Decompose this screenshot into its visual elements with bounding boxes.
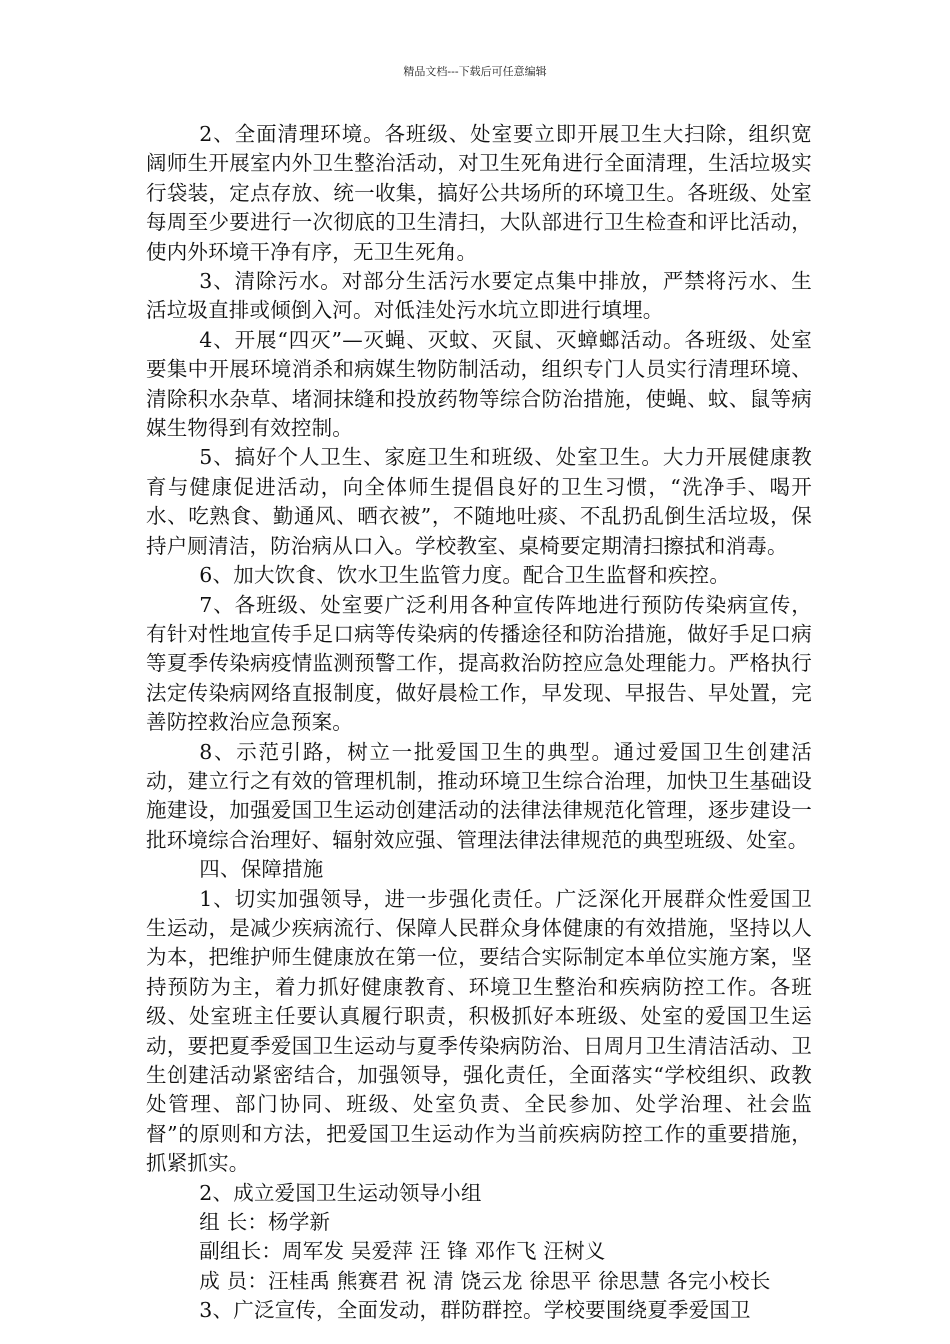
section-heading-safeguards: 四、保障措施 xyxy=(199,857,324,882)
paragraph-demonstration: 8、示范引路，树立一批爱国卫生的典型。通过爱国卫生创建活动，建立行之有效的管理机制，推动环境卫生综合治理，加快卫生基础设施建设，加强爱国卫生运动创建活动的法律法律规范化管理，逐步建设一批环境综合治理好、辐射效应强、管理法律法律规范的典型班级、处室。 xyxy=(146,739,812,852)
paragraph-food-water: 6、加大饮食、饮水卫生监管力度。配合卫生监督和疾控。 xyxy=(199,563,731,588)
paragraph-leadership: 1、切实加强领导，进一步强化责任。广泛深化开展群众性爱国卫生运动，是减少疾病流行、保障人民群众身体健康的有效措施，坚持以人为本，把维护师生健康放在第一位，要结合实际制定本单位实施方案，坚持预防为主，着力抓好健康教育、环境卫生整治和疾病防控工作。各班级、处室班主任要认真履行职责，积极抓好本班级、处室的爱国卫生运动，要把夏季爱国卫生运动与夏季传染病防治、日周月卫生清洁活动、卫生创建活动紧密结合，加强领导，强化责任，全面落实“学校组织、政教处管理、部门协同、班级、处室负责、全民参加、处学治理、社会监督”的原则和方法，把爱国卫生运动作为当前疾病防控工作的重要措施，抓紧抓实。 xyxy=(146,886,812,1176)
paragraph-sewage: 3、清除污水。对部分生活污水要定点集中排放，严禁将污水、生活垃圾直排或倾倒入河。对低洼处污水坑立即进行填埋。 xyxy=(146,269,812,323)
document-body xyxy=(146,120,812,1326)
paragraph-publicity: 7、各班级、处室要广泛利用各种宣传阵地进行预防传染病宣传，有针对性地宣传手足口病等传染病的传播途径和防治措施，做好手足口病等夏季传染病疫情监测预警工作，提高救治防控应急处理能力。严格执行法定传染病网络直报制度，做好晨检工作，早发现、早报告、早处置，完善防控救治应急预案。 xyxy=(146,592,812,735)
page-header: 精品文档---下载后可任意编辑 xyxy=(403,65,547,78)
paragraph-group-setup: 2、成立爱国卫生运动领导小组 xyxy=(199,1180,482,1205)
paragraph-publicity-mobilize: 3、广泛宣传，全面发动，群防群控。学校要围绕夏季爱国卫 xyxy=(199,1298,751,1323)
paragraph-personal-hygiene: 5、搞好个人卫生、家庭卫生和班级、处室卫生。大力开展健康教育与健康促进活动，向全体师生提倡良好的卫生习惯，“洗净手、喝开水、吃熟食、勤通风、晒衣被”，不随地吐痰、不乱扔乱倒生活垃圾，保持户厕清洁，防治病从口入。学校教室、桌椅要定期清扫擦拭和消毒。 xyxy=(146,445,812,558)
group-leader: 组 长：杨学新 xyxy=(199,1210,331,1235)
paragraph-four-pests: 4、开展“四灭”—灭蝇、灭蚊、灭鼠、灭蟑螂活动。各班级、处室要集中开展环境消杀和病媒生物防制活动，组织专门人员实行清理环境、清除积水杂草、堵洞抹缝和投放药物等综合防治措施，使蝇、蚊、鼠等病媒生物得到有效控制。 xyxy=(146,327,812,441)
paragraph-cleanup: 2、全面清理环境。各班级、处室要立即开展卫生大扫除，组织宽阔师生开展室内外卫生整治活动，对卫生死角进行全面清理，生活垃圾实行袋装，定点存放、统一收集，搞好公共场所的环境卫生。各班级、处室每周至少要进行一次彻底的卫生清扫，大队部进行卫生检查和评比活动，使内外环境干净有序，无卫生死角。 xyxy=(146,122,812,264)
group-deputy: 副组长：周军发 吴爱萍 汪 锋 邓作飞 汪树义 xyxy=(199,1239,606,1264)
group-members: 成 员：汪桂禹 熊赛君 祝 清 饶云龙 徐思平 徐思慧 各完小校长 xyxy=(199,1268,771,1293)
